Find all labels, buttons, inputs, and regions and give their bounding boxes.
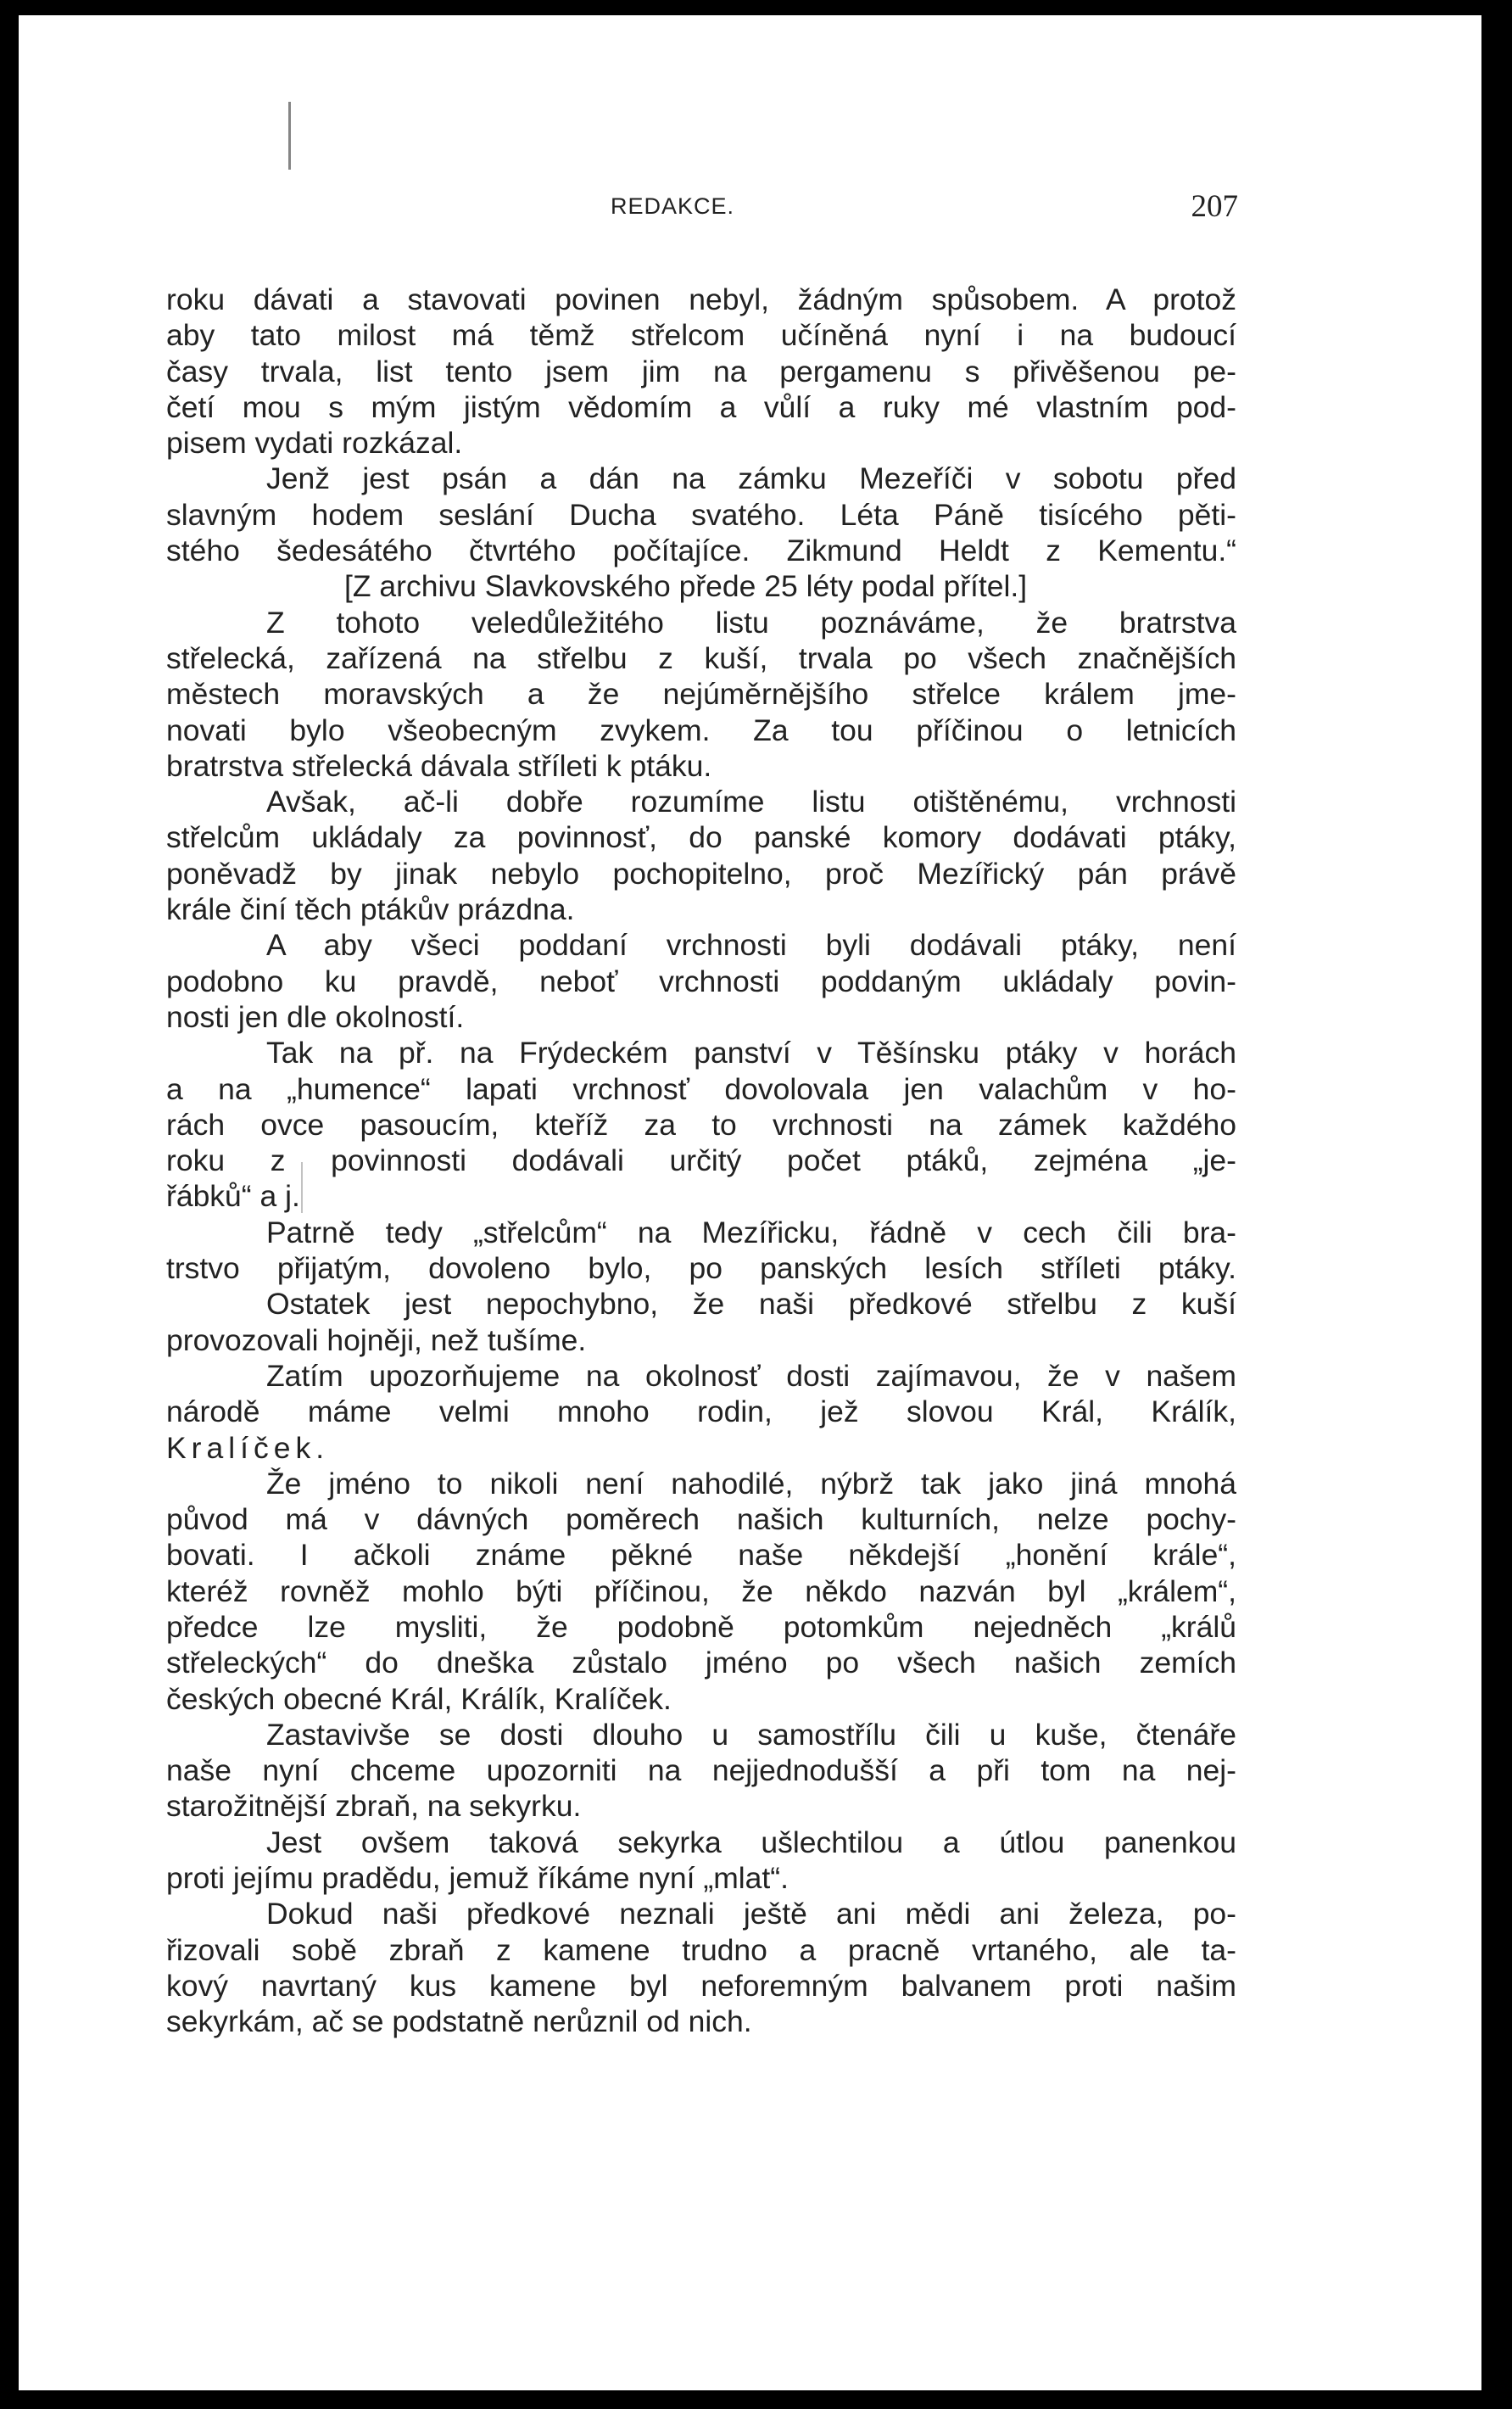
page-number: 207 [1191,189,1238,224]
text-line: sekyrkám, ač se podstatně nerůznil od nich. [166,2004,752,2039]
text-line: trstvo přijatým, dovoleno bylo, po panských lesích stříleti ptáky. [166,1251,1236,1286]
text-line: Z tohoto veledůležitého listu poznáváme, že bratrstva [266,605,1236,640]
text-line: starožitnější zbraň, na sekyrku. [166,1789,582,1824]
scan-border-left [0,0,19,2409]
text-line: a na „humence“ lapati vrchnosť dovolovala jen valachům v ho- [166,1071,1236,1106]
text-line: četí mou s mým jistým vědomím a vůlí a ruky mé vlastním pod- [166,389,1236,424]
text-line: bratrstva střelecká dávala stříleti k ptáku. [166,748,712,783]
body-text [166,282,1236,2040]
text-line: městech moravských a že nejúměrnějšího střelce králem jme- [166,677,1236,712]
text-line: řizovali sobě zbraň z kamene trudno a pracně vrtaného, ale ta- [166,1932,1236,1967]
text-line: A aby všeci poddaní vrchnosti byli dodávali ptáky, není [266,928,1236,963]
text-line: poněvadž by jinak nebylo pochopitelno, proč Mezířický pán právě [166,856,1236,891]
text-line: střelcům ukládaly za povinnosť, do panské komory dodávati ptáky, [166,820,1236,855]
text-line: Avšak, ač-li dobře rozumíme listu otištěnému, vrchnosti [266,785,1236,819]
text-line: proti jejímu pradědu, jemuž říkáme nyní „mlat“. [166,1861,789,1896]
text-line: Jest ovšem taková sekyrka ušlechtilou a útlou panenkou [266,1825,1236,1859]
text-line: kteréž rovněž mohlo býti příčinou, že někdo nazván byl „králem“, [166,1573,1236,1608]
text-line: národě máme velmi mnoho rodin, jež slovou Král, Králík, [166,1395,1236,1429]
text-line: Dokud naši předkové neznali ještě ani mědi ani železa, po- [266,1897,1236,1931]
text-line: Jenž jest psán a dán na zámku Mezeříči v sobotu před [266,461,1236,496]
scan-border-bottom [0,2390,1512,2409]
text-line: původ má v dávných poměrech našich kulturních, nelze pochy- [166,1502,1236,1537]
text-line: časy trvala, list tento jsem jim na pergamenu s přivěšenou pe- [166,354,1236,388]
text-line: roku z povinnosti dodávali určitý počet ptáků, zejména „je- [166,1143,1236,1178]
text-line: novati bylo všeobecným zvykem. Za tou příčinou o letnicích [166,713,1236,747]
text-line: řábků“ a j. [166,1179,300,1214]
text-line: podobno ku pravdě, neboť vrchnosti poddaným ukládaly povin- [166,964,1236,998]
text-line: Zastavivše se dosti dlouho u samostřílu čili u kuše, čtenáře [266,1717,1236,1752]
text-line: aby tato milost má těmž střelcom učíněná nyní i na budoucí [166,318,1236,353]
text-line: českých obecné Král, Králík, Kralíček. [166,1681,672,1716]
text-line: Ostatek jest nepochybno, že naši předkové střelbu z kuší [266,1287,1236,1322]
text-line: pisem vydati rozkázal. [166,426,463,461]
source-note: [Z archivu Slavkovského přede 25 léty podal přítel.] [344,569,1028,604]
running-head-title: REDAKCE. [611,193,735,219]
text-line: rách ovce pasoucím, kteříž za to vrchnosti na zámek každého [166,1107,1236,1142]
text-line: Kralíček. [166,1430,330,1465]
text-line: předce lze mysliti, že podobně potomkům nejedněch „králů [166,1609,1236,1644]
text-line: naše nyní chceme upozorniti na nejjednodušší a při tom na nej- [166,1753,1236,1788]
text-line: krále činí těch ptákův prázdna. [166,892,575,927]
scan-artifact [288,102,291,170]
text-line: Zatím upozorňujeme na okolnosť dosti zajímavou, že v našem [266,1358,1236,1393]
text-line: střeleckých“ do dneška zůstalo jméno po všech našich zemích [166,1646,1236,1680]
text-line: Patrně tedy „střelcům“ na Mezířicku, řádně v cech čili bra- [266,1215,1236,1249]
text-line: roku dávati a stavovati povinen nebyl, žádným spůsobem. A protož [166,282,1236,316]
scan-border-top [0,0,1512,15]
text-line: provozovali hojněji, než tušíme. [166,1322,587,1357]
text-line: bovati. I ačkoli známe pěkné naše někdejší „honění krále“, [166,1538,1236,1573]
text-line: slavným hodem seslání Ducha svatého. Léta Páně tisícého pěti- [166,497,1236,532]
running-head [170,189,1238,231]
scan-border-right [1481,0,1512,2409]
text-line: střelecká, zařízená na střelbu z kuší, trvala po všech značnějších [166,640,1236,675]
text-line: Tak na př. na Frýdeckém panství v Těšínsku ptáky v horách [266,1036,1236,1070]
text-line: stého šedesátého čtvrtého počítajíce. Zikmund Heldt z Kementu.“ [166,534,1236,568]
text-line: Že jméno to nikoli není nahodilé, nýbrž tak jako jiná mnohá [266,1466,1236,1501]
text-line: nosti jen dle okolností. [166,999,465,1034]
text-line: kový navrtaný kus kamene byl neforemným balvanem proti našim [166,1968,1236,2003]
